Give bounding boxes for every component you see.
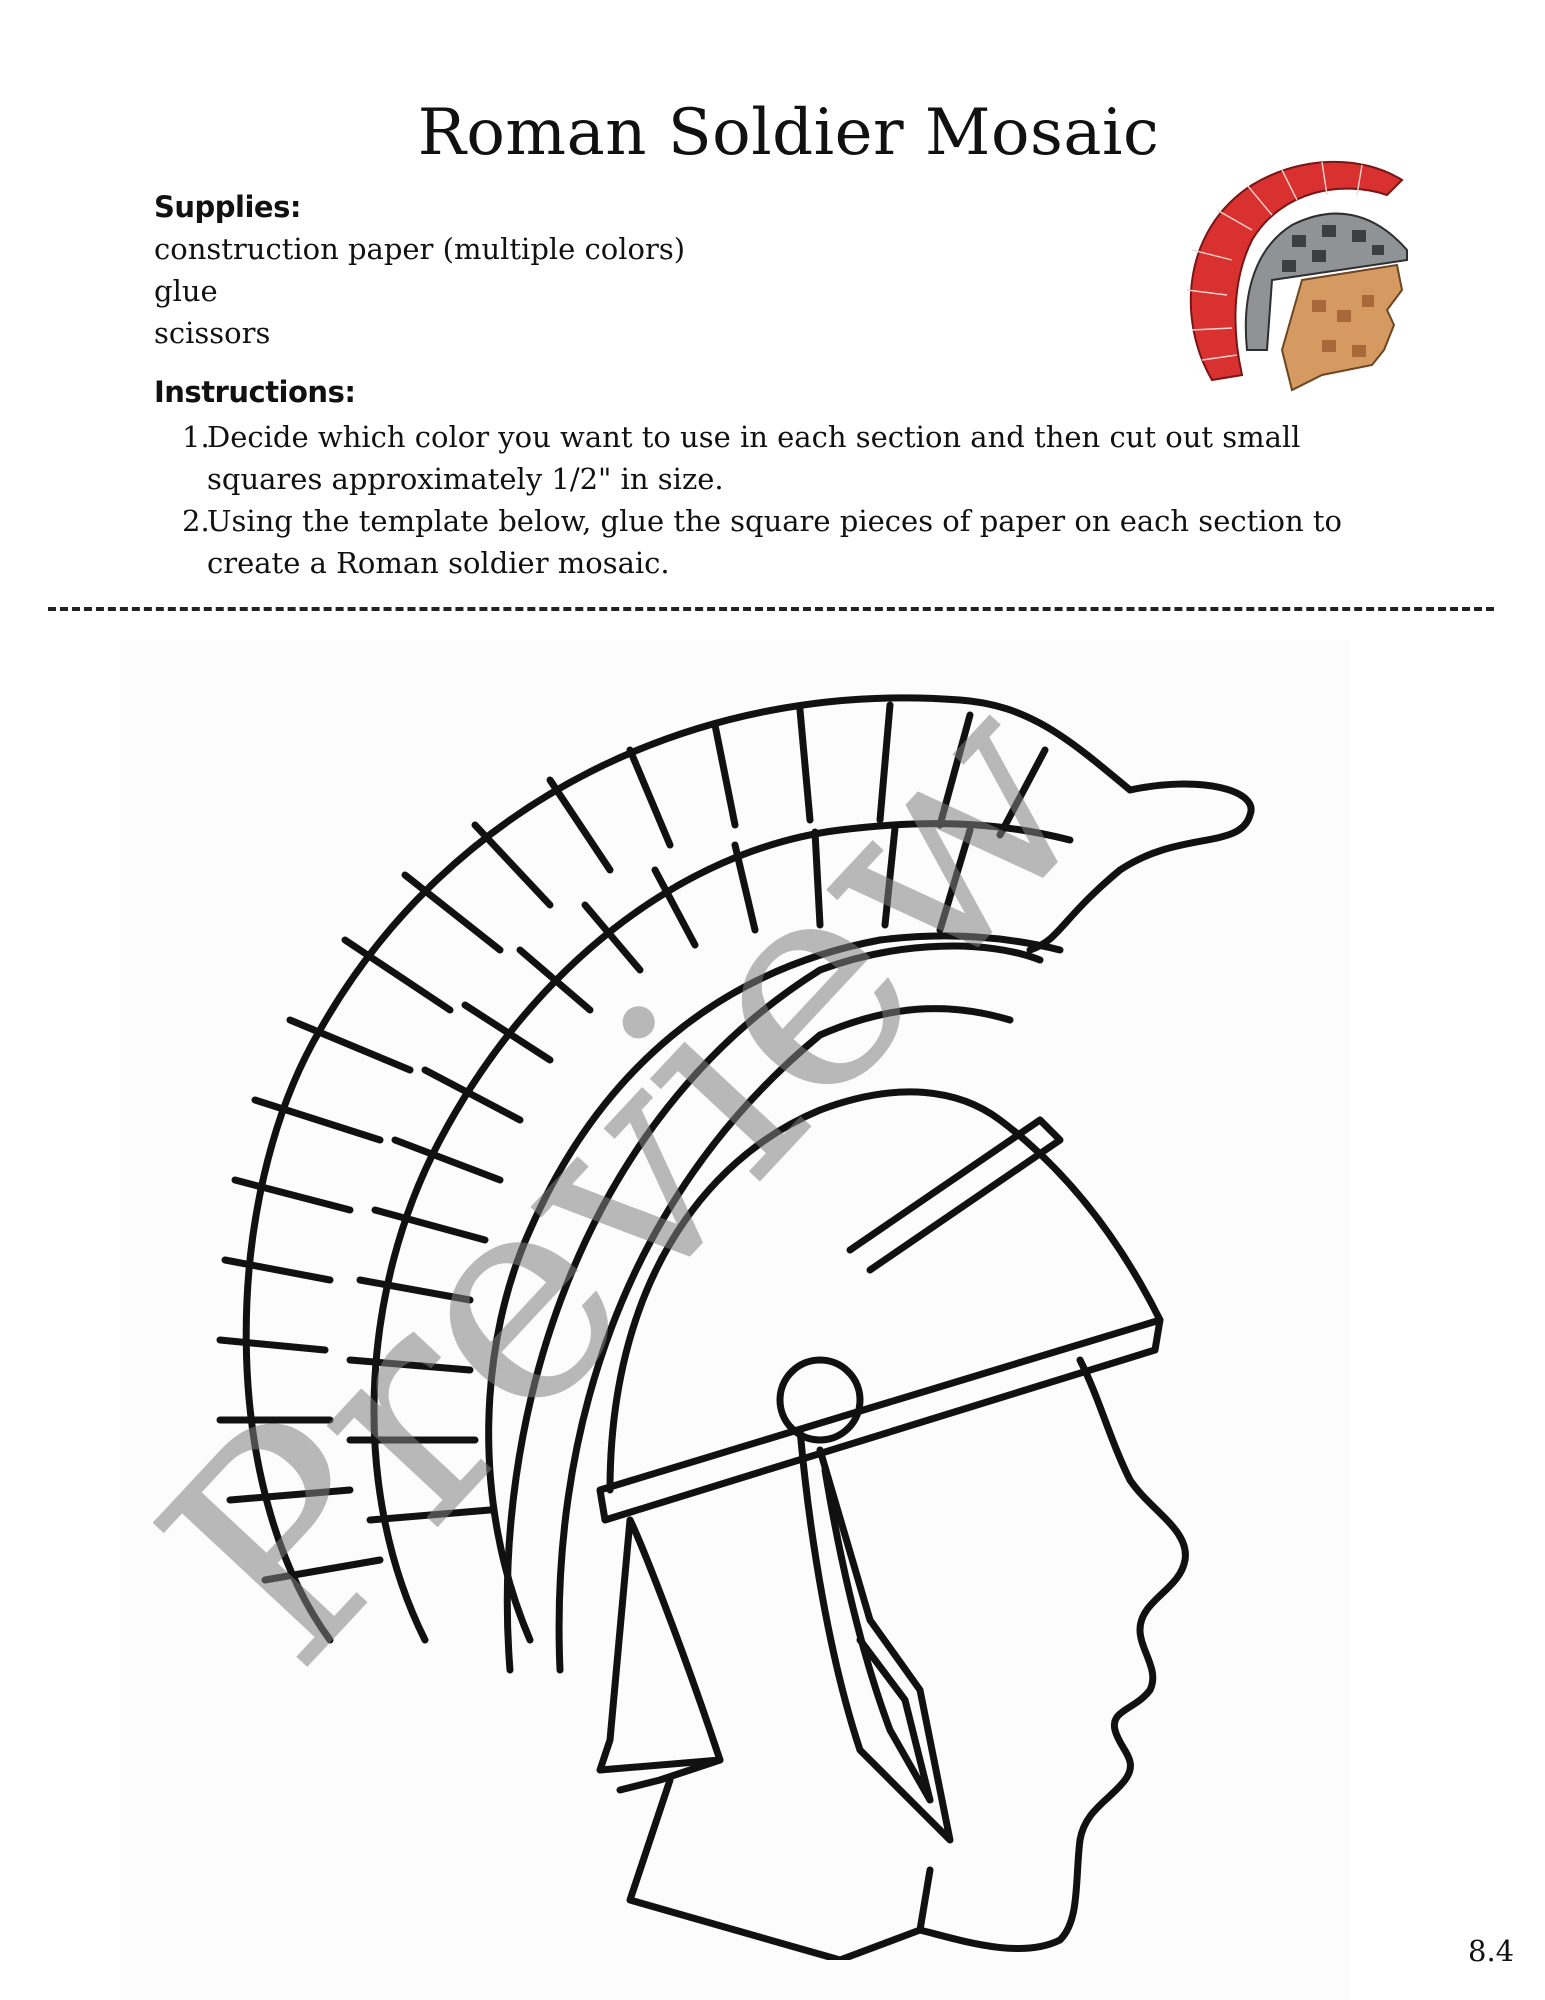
supply-item: construction paper (multiple colors) [154, 232, 686, 266]
helmet-rosette [780, 1360, 860, 1440]
instructions-list [182, 416, 1382, 584]
step-number: 2. [182, 504, 210, 538]
page-number: 8.4 [1468, 1934, 1515, 1968]
instruction-step [182, 416, 1382, 500]
page-title: Roman Soldier Mosaic [417, 96, 1160, 170]
instruction-step [182, 500, 1382, 584]
mosaic-face [1282, 265, 1402, 390]
cut-line-divider [48, 607, 1494, 611]
step-text: Using the template below, glue the square pieces of paper on each section to create a Roman soldier mosaic. [207, 504, 1342, 580]
step-number: 1. [182, 420, 210, 454]
neck-outline [630, 1780, 930, 1960]
preview-watermark: Preview [100, 631, 1153, 1726]
step-text: Decide which color you want to use in each section and then cut out small squares approximately 1/2" in size. [207, 420, 1301, 496]
cheek-guard [600, 1520, 720, 1770]
supplies-heading: Supplies: [154, 190, 301, 224]
face-profile [920, 1360, 1185, 1949]
supply-item: glue [154, 274, 218, 308]
instructions-heading: Instructions: [154, 375, 356, 409]
supply-item: scissors [154, 316, 271, 350]
mosaic-example-image [1172, 150, 1422, 400]
